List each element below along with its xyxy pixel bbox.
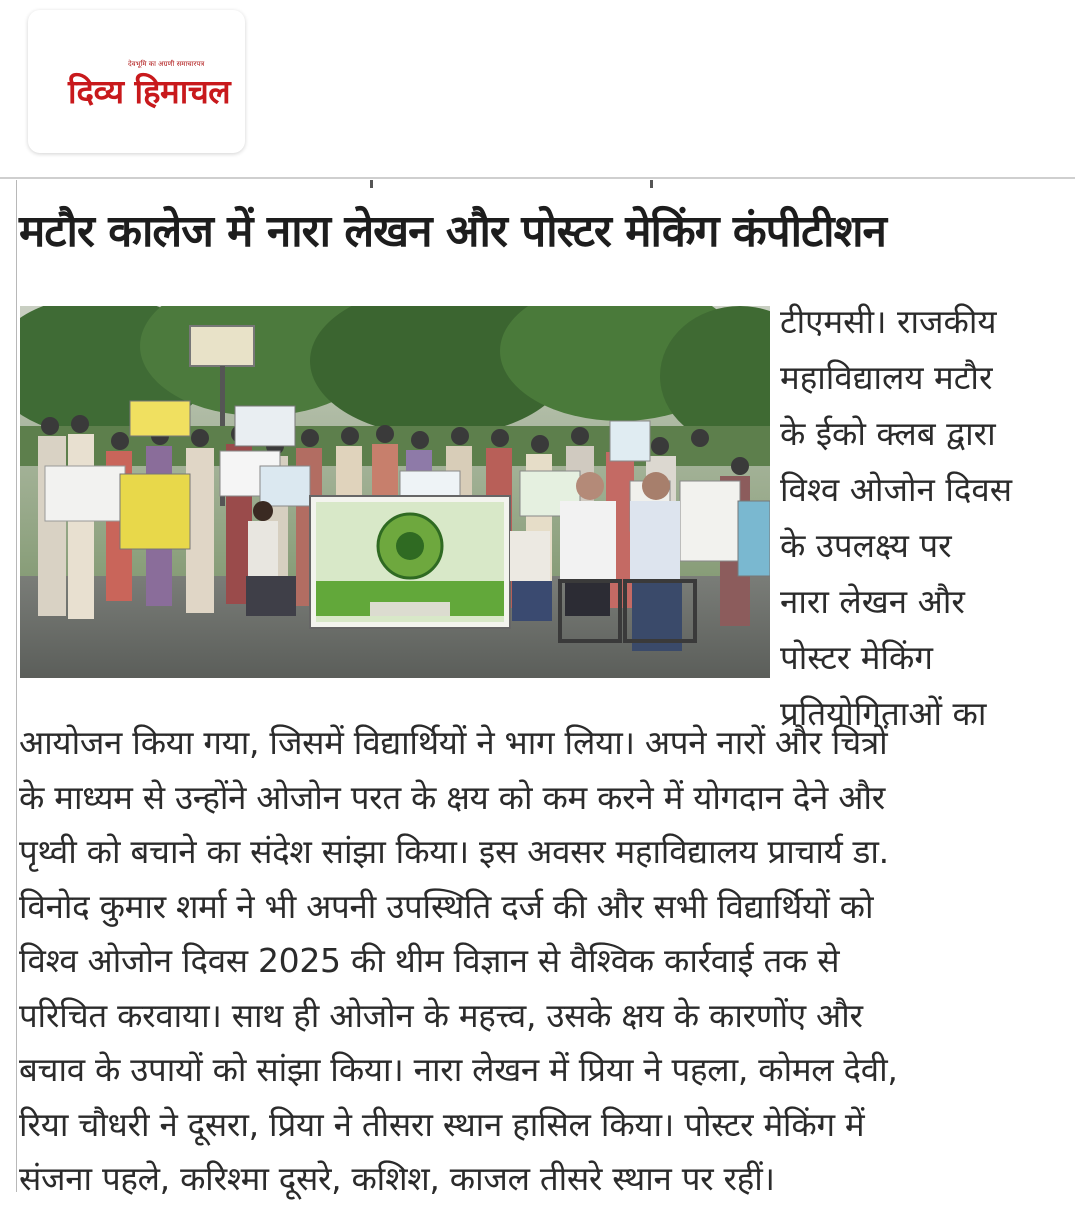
article-side-line: के उपलक्ष्य पर bbox=[780, 526, 952, 565]
newspaper-logo: दिव्य हिमाचल bbox=[68, 72, 231, 111]
event-photo bbox=[20, 306, 770, 678]
article-side-line: नारा लेखन और bbox=[780, 582, 965, 621]
article-body-line: बचाव के उपायों को सांझा किया। नारा लेखन में प्रिया ने पहला, कोमल देवी, bbox=[19, 1050, 898, 1089]
clipping-top-border bbox=[0, 177, 1075, 179]
article-body-line: रिया चौधरी ने दूसरा, प्रिया ने तीसरा स्थान हासिल किया। पोस्टर मेकिंग में bbox=[19, 1104, 865, 1144]
article-side-line: पोस्टर मेकिंग bbox=[780, 638, 933, 677]
article-side-line: टीएमसी। राजकीय bbox=[780, 302, 997, 341]
article-body-line: आयोजन किया गया, जिसमें विद्यार्थियों ने भाग लिया। अपने नारों और चित्रों bbox=[19, 723, 888, 762]
article-body-line: विश्व ओजोन दिवस 2025 की थीम विज्ञान से वैश्विक कार्रवाई तक से bbox=[19, 941, 840, 980]
article-body-line: पृथ्वी को बचाने का संदेश सांझा किया। इस अवसर महाविद्यालय प्राचार्य डा. bbox=[19, 832, 889, 871]
article-side-line: के ईको क्लब द्वारा bbox=[780, 414, 996, 453]
article-side-line: विश्व ओजोन दिवस bbox=[780, 470, 1013, 509]
clipping-left-edge bbox=[16, 180, 17, 1192]
article-side-line: प्रतियोगिताओं का bbox=[780, 694, 987, 733]
article-headline: मटौर कालेज में नारा लेखन और पोस्टर मेकिंग कंपीटीशन bbox=[19, 206, 886, 257]
article-body-line: संजना पहले, करिश्मा दूसरे, कशिश, काजल तीसरे स्थान पर रहीं। bbox=[19, 1159, 775, 1198]
article-side-column bbox=[780, 294, 1060, 742]
article-body-line: के माध्यम से उन्होंने ओजोन परत के क्षय को कम करने में योगदान देने और bbox=[19, 777, 885, 817]
article-side-line: महाविद्यालय मटौर bbox=[780, 358, 993, 397]
clipping-mark bbox=[370, 180, 373, 188]
article-body-line: विनोद कुमार शर्मा ने भी अपनी उपस्थिति दर्ज की और सभी विद्यार्थियों को bbox=[19, 886, 874, 926]
clipping-mark bbox=[650, 180, 653, 188]
header-area bbox=[0, 0, 1075, 176]
article-body bbox=[19, 716, 1059, 1207]
logo-tagline: देवभूमि का अग्रणी समाचारपत्र bbox=[128, 60, 205, 68]
newspaper-logo-card bbox=[28, 10, 245, 153]
article-body-line: परिचित करवाया। साथ ही ओजोन के महत्त्व, उसके क्षय के कारणोंए और bbox=[19, 995, 863, 1035]
